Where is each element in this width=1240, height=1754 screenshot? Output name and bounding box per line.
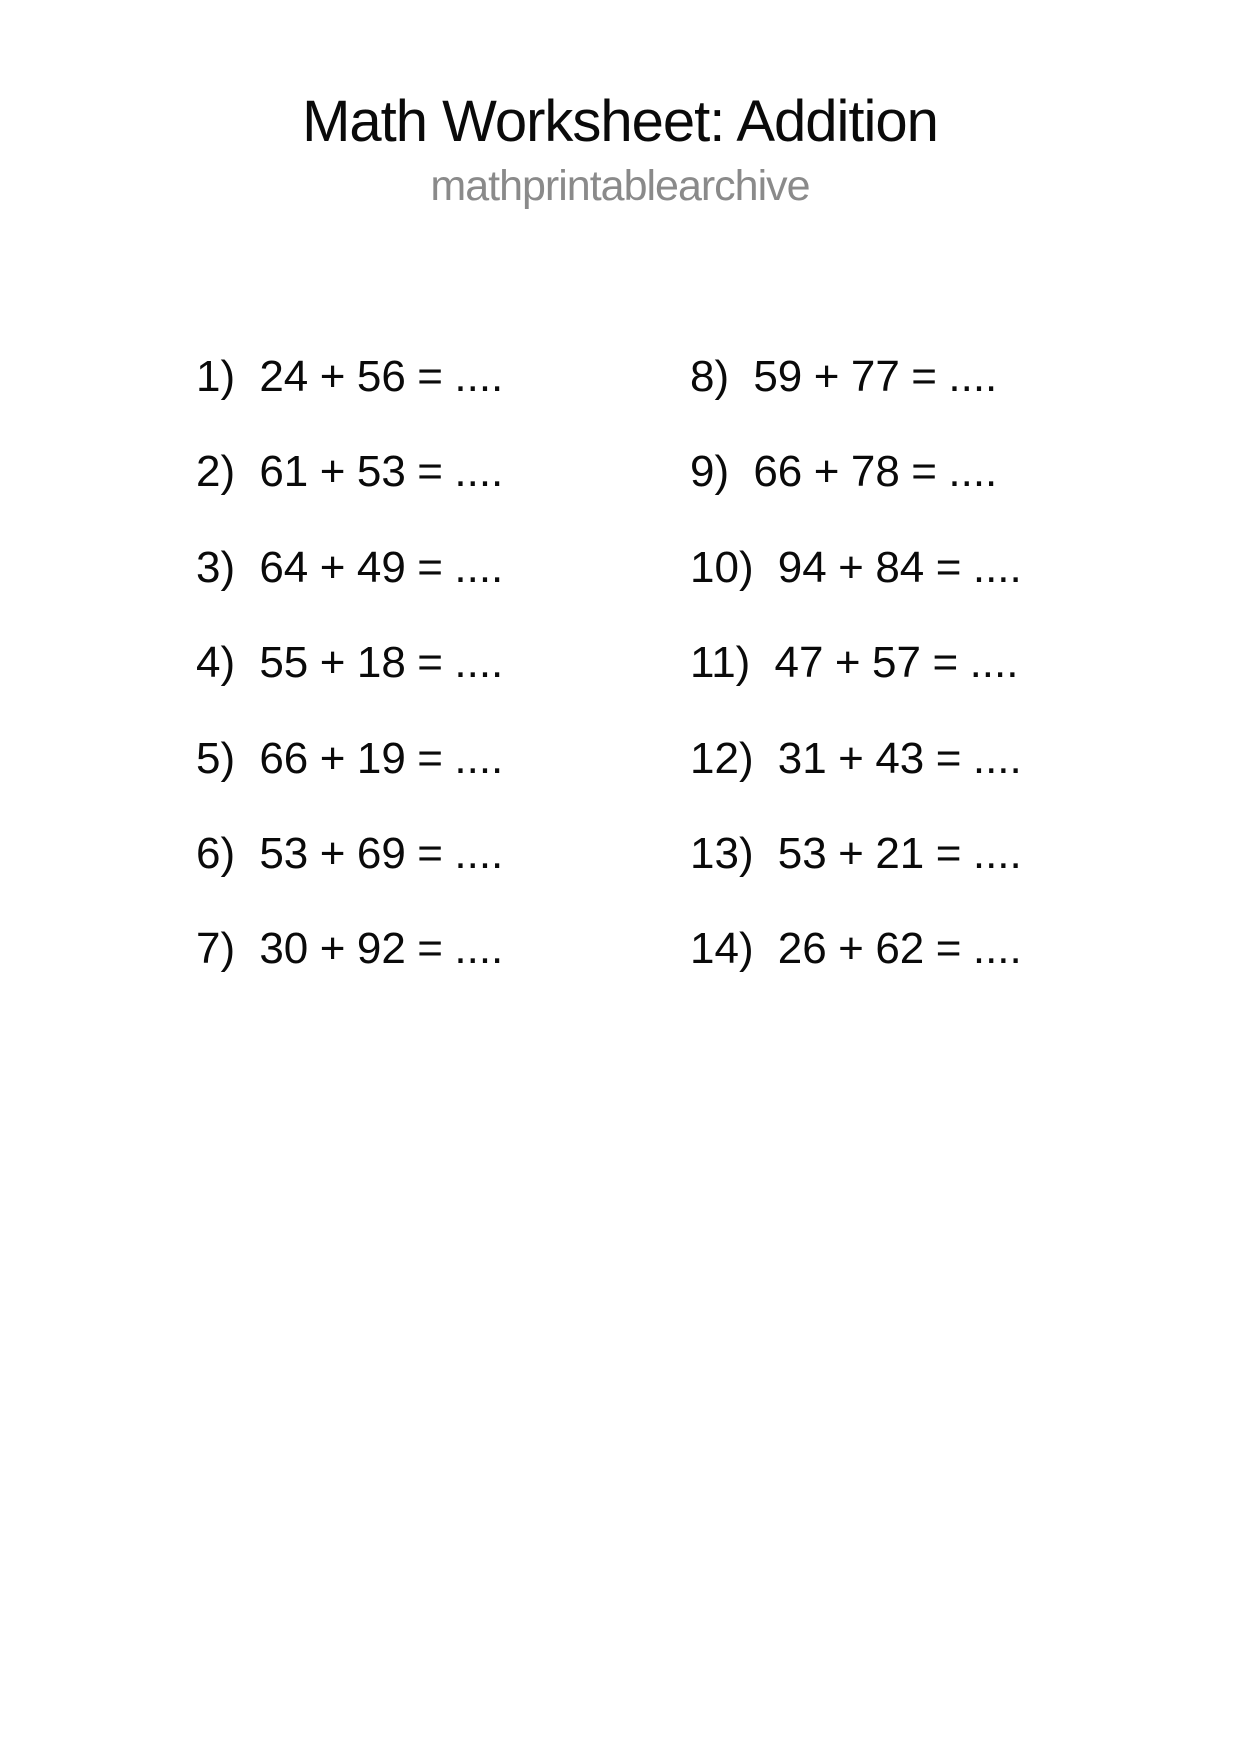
operand-b: 43 [875,733,925,783]
problem-row-2 [196,424,503,519]
operand-b: 92 [356,924,406,974]
problem-row-4 [196,615,503,710]
operand-b: 53 [356,447,406,497]
problem-row-9 [690,424,1022,519]
operand-a: 66 [753,447,803,497]
answer-blank: .... [454,638,504,688]
operand-b: 77 [850,352,900,401]
operand-a: 47 [774,638,824,688]
equals-sign: = [935,542,962,592]
equals-sign: = [417,352,443,401]
operand-b: 57 [872,638,921,688]
answer-blank: .... [972,542,1022,592]
plus-operator: + [838,733,864,783]
plus-operator: + [319,733,346,783]
problem-row-13 [690,806,1022,901]
operand-a: 66 [259,733,309,783]
problem-number: 12) [690,733,754,783]
problem-row-14 [690,901,1022,996]
operand-a: 26 [777,924,827,974]
operand-b: 18 [356,638,406,688]
equals-sign: = [935,828,962,878]
problem-number: 7) [196,924,236,974]
operand-b: 62 [875,924,925,974]
answer-blank: .... [972,924,1022,974]
plus-operator: + [319,352,346,401]
operand-a: 24 [259,352,309,401]
problem-row-1 [196,329,503,424]
operand-a: 55 [259,638,309,688]
problem-row-7 [196,901,503,996]
page-title: Math Worksheet: Addition [302,89,938,154]
problem-number: 11) [690,638,751,688]
plus-operator: + [319,542,346,592]
problem-number: 1) [196,352,236,401]
problem-number: 6) [196,828,236,878]
problem-number: 9) [690,447,730,497]
operand-b: 84 [875,542,925,592]
plus-operator: + [319,924,346,974]
problem-row-12 [690,711,1022,806]
answer-blank: .... [454,447,504,497]
plus-operator: + [834,638,861,688]
problem-number: 8) [690,352,730,401]
answer-blank: .... [454,352,504,401]
problem-number: 2) [196,447,236,497]
plus-operator: + [319,828,346,878]
plus-operator: + [813,447,840,497]
operand-b: 69 [356,828,406,878]
operand-a: 59 [753,352,803,401]
answer-blank: .... [454,924,504,974]
equals-sign: = [417,924,443,974]
problems-column-right [690,329,1022,997]
problem-row-3 [196,520,503,615]
problem-number: 14) [690,924,754,974]
answer-blank: .... [454,733,504,783]
problem-number: 10) [690,542,754,592]
operand-b: 78 [850,447,900,497]
operand-a: 53 [259,828,309,878]
problem-row-10 [690,520,1022,615]
problems-column-left [196,329,503,997]
site-watermark: mathprintablearchive [430,162,810,210]
equals-sign: = [935,924,962,974]
plus-operator: + [838,828,864,878]
operand-b: 49 [356,542,406,592]
answer-blank: .... [972,828,1022,878]
operand-b: 21 [875,828,925,878]
operand-a: 94 [777,542,827,592]
equals-sign: = [911,447,937,497]
operand-a: 53 [777,828,827,878]
equals-sign: = [932,638,959,688]
operand-b: 56 [356,352,406,401]
problem-row-11 [690,615,1022,710]
problem-row-6 [196,806,503,901]
operand-a: 30 [259,924,309,974]
equals-sign: = [417,542,443,592]
answer-blank: .... [948,352,998,401]
problem-number: 5) [196,733,236,783]
plus-operator: + [319,447,346,497]
problem-number: 4) [196,638,236,688]
problem-number: 3) [196,542,236,592]
operand-b: 19 [356,733,406,783]
equals-sign: = [417,828,443,878]
answer-blank: .... [969,638,1019,688]
operand-a: 61 [259,447,309,497]
answer-blank: .... [972,733,1022,783]
equals-sign: = [417,447,443,497]
plus-operator: + [813,352,840,401]
problem-number: 13) [690,828,754,878]
answer-blank: .... [454,828,504,878]
answer-blank: .... [948,447,998,497]
operand-a: 64 [259,542,309,592]
equals-sign: = [417,733,443,783]
equals-sign: = [911,352,937,401]
equals-sign: = [417,638,443,688]
problem-row-5 [196,711,503,806]
plus-operator: + [838,542,864,592]
plus-operator: + [319,638,346,688]
operand-a: 31 [777,733,827,783]
answer-blank: .... [454,542,504,592]
problem-row-8 [690,329,1022,424]
plus-operator: + [838,924,864,974]
equals-sign: = [935,733,962,783]
